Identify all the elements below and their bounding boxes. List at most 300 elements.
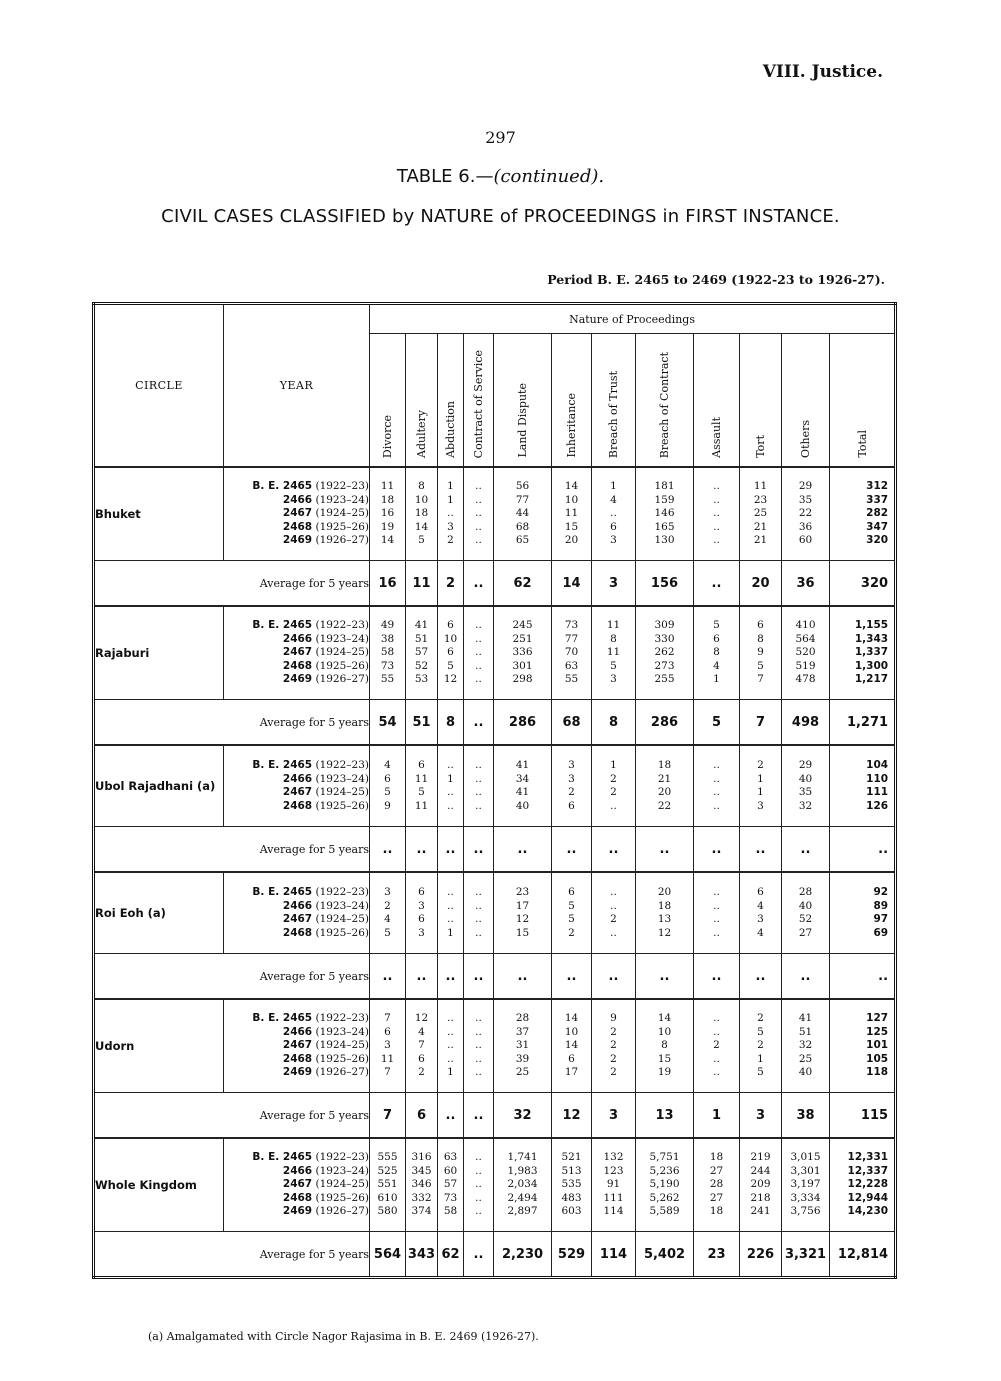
value: 40: [798, 899, 813, 912]
value: 2: [610, 1052, 617, 1065]
value: 1: [713, 673, 720, 686]
value: 8: [757, 632, 764, 645]
average-value: ..: [464, 561, 494, 607]
value-cell: [494, 467, 552, 561]
value-cell: [438, 606, 464, 700]
value-cell: [370, 1138, 406, 1232]
value: 17: [515, 899, 530, 912]
circle-data-row: [94, 872, 896, 954]
value-cell: [830, 467, 896, 561]
value: 262: [654, 646, 675, 659]
value: ..: [713, 480, 720, 493]
value: 345: [411, 1164, 432, 1177]
header-col-label: Breach of Contract: [658, 351, 671, 458]
value: 2: [610, 786, 617, 798]
value: 2: [757, 1012, 764, 1025]
average-value: 3: [740, 1093, 782, 1139]
value: 555: [377, 1151, 398, 1164]
value: 3: [418, 926, 425, 939]
value-cell: [370, 467, 406, 561]
value: 55: [564, 673, 579, 686]
value: 25: [798, 1052, 813, 1065]
value-cell: [464, 999, 494, 1093]
value: 251: [512, 632, 533, 645]
header-col-label: Adultery: [415, 410, 428, 458]
value: 209: [750, 1178, 771, 1191]
value: 3,197: [790, 1178, 821, 1191]
year-be: 2468: [282, 520, 313, 533]
value: 28: [515, 1012, 530, 1025]
value: 5,236: [649, 1164, 680, 1177]
year-ce: (1923–24): [315, 1164, 369, 1177]
value: 2: [568, 786, 575, 798]
value: 8: [610, 632, 617, 645]
year-line: [224, 759, 369, 773]
value: ..: [475, 534, 482, 547]
value: ..: [475, 1164, 482, 1177]
header-year: YEAR: [224, 304, 370, 468]
average-value: 54: [370, 700, 406, 746]
circle-name: Bhuket: [94, 467, 224, 561]
value: 6: [447, 619, 454, 632]
average-value: ..: [740, 827, 782, 873]
year-line: [224, 619, 369, 633]
year-ce: (1924–25): [315, 913, 369, 925]
average-value: ..: [552, 954, 592, 1000]
value: ..: [475, 520, 482, 533]
value: 49: [380, 619, 395, 632]
header-col-11: [830, 334, 896, 468]
value: 14: [414, 520, 429, 533]
value: ..: [447, 899, 454, 912]
value: 25: [753, 507, 768, 520]
value-cell: [494, 606, 552, 700]
average-label: Average for 5 years: [94, 1093, 370, 1139]
value: 126: [866, 799, 889, 812]
value: 6: [418, 759, 425, 771]
value: ..: [475, 1039, 482, 1052]
average-label: Average for 5 years: [94, 954, 370, 1000]
year-line: [224, 1012, 369, 1026]
value: 97: [873, 913, 889, 925]
value: 564: [795, 632, 816, 645]
average-value: ..: [438, 954, 464, 1000]
value: 1: [447, 493, 454, 506]
year-be: B. E. 2465: [252, 1012, 313, 1025]
value: 6: [568, 886, 575, 898]
value: ..: [475, 1025, 482, 1038]
year-ce: (1926–27): [315, 1205, 369, 1218]
value: 11: [564, 507, 579, 520]
year-ce: (1923–24): [315, 632, 369, 645]
value-cell: [592, 999, 636, 1093]
average-value: 115: [830, 1093, 896, 1139]
value: 68: [515, 520, 530, 533]
year-be: 2469: [282, 1205, 313, 1218]
value: 14: [657, 1012, 672, 1025]
value-cell: [694, 999, 740, 1093]
value: 2: [610, 913, 617, 925]
value: 3,015: [790, 1151, 821, 1164]
value: 69: [873, 926, 889, 939]
year-ce: (1924–25): [315, 646, 369, 659]
value-cell: [464, 467, 494, 561]
value: 41: [798, 1012, 813, 1025]
year-ce: (1922–23): [315, 1151, 369, 1164]
year-be: 2466: [282, 493, 313, 506]
value: 20: [657, 886, 672, 898]
average-value: ..: [494, 827, 552, 873]
year-ce: (1923–24): [315, 899, 369, 912]
year-ce: (1922–23): [315, 1012, 369, 1025]
year-list: [224, 467, 370, 561]
value: 19: [380, 520, 395, 533]
value-cell: [464, 872, 494, 954]
value: 4: [418, 1025, 425, 1038]
value: 39: [515, 1052, 530, 1065]
value: 32: [798, 799, 813, 812]
year-ce: (1925–26): [315, 1052, 369, 1065]
value: 3: [568, 772, 575, 785]
value: 2,034: [507, 1178, 538, 1191]
year-line: [224, 521, 369, 535]
circle-data-row: [94, 999, 896, 1093]
value: 12: [414, 1012, 429, 1025]
value: ..: [475, 480, 482, 493]
value: 255: [654, 673, 675, 686]
value: 20: [657, 786, 672, 798]
value: 123: [603, 1164, 624, 1177]
year-be: 2469: [282, 1066, 313, 1079]
value: 5: [418, 786, 425, 798]
value: ..: [447, 1012, 454, 1025]
value: 1,343: [854, 632, 889, 645]
value-cell: [592, 745, 636, 827]
value: 219: [750, 1151, 771, 1164]
average-value: ..: [782, 827, 830, 873]
value: 6: [757, 886, 764, 898]
value: 5: [713, 619, 720, 632]
year-list: [224, 872, 370, 954]
value: 6: [418, 1052, 425, 1065]
value-cell: [636, 872, 694, 954]
value: 28: [709, 1178, 724, 1191]
value: 4: [384, 759, 391, 771]
value: ..: [475, 1178, 482, 1191]
year-line: [224, 786, 369, 800]
header-col-label: Contract of Service: [472, 349, 485, 458]
value: 2,494: [507, 1191, 538, 1204]
value: 16: [380, 507, 395, 520]
value-cell: [782, 872, 830, 954]
value: ..: [475, 673, 482, 686]
value: 301: [512, 659, 533, 672]
value: 273: [654, 659, 675, 672]
value-cell: [830, 999, 896, 1093]
value-cell: [636, 1138, 694, 1232]
value: 3,756: [790, 1205, 821, 1218]
value: ..: [447, 759, 454, 771]
value: ..: [713, 1066, 720, 1079]
value: 6: [713, 632, 720, 645]
value: 20: [564, 534, 579, 547]
value: 337: [866, 493, 889, 506]
year-line: [224, 1039, 369, 1053]
average-value: ..: [830, 954, 896, 1000]
value: 10: [564, 493, 579, 506]
value-cell: [370, 872, 406, 954]
average-value: 8: [592, 700, 636, 746]
period-label: Period B. E. 2465 to 2469 (1922-23 to 1926-27).: [547, 272, 885, 287]
value: 57: [414, 646, 429, 659]
average-value: 11: [406, 561, 438, 607]
table-title-continued: (continued).: [493, 166, 605, 187]
value: 332: [411, 1191, 432, 1204]
value: 73: [443, 1191, 458, 1204]
year-line: [224, 480, 369, 494]
value: 218: [750, 1191, 771, 1204]
header-col-5: [552, 334, 592, 468]
header-col-label: Breach of Trust: [607, 370, 620, 458]
value: 1: [757, 1052, 764, 1065]
value: 114: [603, 1205, 624, 1218]
average-value: ..: [370, 827, 406, 873]
value: ..: [447, 507, 454, 520]
value: 12: [515, 913, 530, 925]
value: 165: [654, 520, 675, 533]
value-cell: [552, 1138, 592, 1232]
value: 31: [515, 1039, 530, 1052]
value: 4: [757, 899, 764, 912]
value: 5,262: [649, 1191, 680, 1204]
average-value: 62: [494, 561, 552, 607]
value: 11: [606, 646, 621, 659]
average-value: ..: [438, 1093, 464, 1139]
year-ce: (1922–23): [315, 886, 369, 898]
value: 11: [414, 772, 429, 785]
average-label: Average for 5 years: [94, 827, 370, 873]
value: 5,190: [649, 1178, 680, 1191]
value: 3: [757, 913, 764, 925]
year-be: 2467: [282, 786, 313, 798]
value: 483: [561, 1191, 582, 1204]
value: 346: [411, 1178, 432, 1191]
average-value: 2: [438, 561, 464, 607]
value: 14: [564, 1039, 579, 1052]
header-nature-of-proceedings: Nature of Proceedings: [370, 304, 896, 334]
value: ..: [475, 1052, 482, 1065]
section-label: VIII. Justice.: [762, 62, 883, 82]
year-ce: (1922–23): [315, 759, 369, 771]
value-cell: [494, 999, 552, 1093]
header-col-3: [464, 334, 494, 468]
value: 12,944: [847, 1191, 889, 1204]
value: 4: [610, 493, 617, 506]
year-ce: (1926–27): [315, 673, 369, 686]
year-ce: (1923–24): [315, 493, 369, 506]
value: 1,300: [854, 659, 889, 672]
value-cell: [464, 745, 494, 827]
value: 11: [414, 799, 429, 812]
table-title: [0, 166, 1001, 187]
value: 6: [447, 646, 454, 659]
value-cell: [552, 745, 592, 827]
average-row: [94, 954, 896, 1000]
year-be: 2468: [282, 1052, 313, 1065]
value: 57: [443, 1178, 458, 1191]
value: 132: [603, 1151, 624, 1164]
average-value: ..: [592, 954, 636, 1000]
value: 3: [384, 1039, 391, 1052]
value: ..: [447, 799, 454, 812]
value: 14: [380, 534, 395, 547]
year-be: 2466: [282, 1164, 313, 1177]
value: ..: [475, 1066, 482, 1079]
value-cell: [406, 1138, 438, 1232]
average-value: 498: [782, 700, 830, 746]
year-ce: (1923–24): [315, 772, 369, 785]
year-line: [224, 534, 369, 548]
header-col-8: [694, 334, 740, 468]
year-line: [224, 800, 369, 814]
average-row: [94, 1093, 896, 1139]
value: 1: [610, 759, 617, 771]
value-cell: [782, 745, 830, 827]
value: ..: [475, 659, 482, 672]
value: 105: [866, 1052, 889, 1065]
value: 18: [657, 759, 672, 771]
year-be: 2466: [282, 899, 313, 912]
value: 14: [564, 1012, 579, 1025]
value-cell: [438, 745, 464, 827]
header-col-1: [406, 334, 438, 468]
civil-cases-table: [92, 302, 897, 1279]
value: 38: [380, 632, 395, 645]
year-ce: (1925–26): [315, 926, 369, 939]
year-ce: (1922–23): [315, 480, 369, 493]
value: 2: [757, 1039, 764, 1052]
value-cell: [370, 999, 406, 1093]
value: 374: [411, 1205, 432, 1218]
value: 58: [380, 646, 395, 659]
value: 15: [564, 520, 579, 533]
average-row: [94, 700, 896, 746]
value-cell: [694, 467, 740, 561]
value: 22: [798, 507, 813, 520]
value: 2: [568, 926, 575, 939]
value: 6: [418, 886, 425, 898]
year-line: [224, 494, 369, 508]
average-value: 7: [370, 1093, 406, 1139]
average-value: 320: [830, 561, 896, 607]
header-col-0: [370, 334, 406, 468]
value: 181: [654, 480, 675, 493]
value-cell: [830, 1138, 896, 1232]
value: 11: [606, 619, 621, 632]
year-line: [224, 900, 369, 914]
average-value: ..: [406, 954, 438, 1000]
average-value: 3: [592, 561, 636, 607]
value: 41: [515, 759, 530, 771]
value: 336: [512, 646, 533, 659]
value: 9: [384, 799, 391, 812]
value: 3: [610, 673, 617, 686]
value: 5: [610, 659, 617, 672]
average-value: ..: [830, 827, 896, 873]
value: 5: [418, 534, 425, 547]
value: 101: [866, 1039, 889, 1052]
average-value: 1,271: [830, 700, 896, 746]
value: ..: [610, 507, 617, 520]
value: 10: [414, 493, 429, 506]
value: 1: [757, 772, 764, 785]
year-line: [224, 507, 369, 521]
value: ..: [475, 759, 482, 771]
value: 35: [798, 786, 813, 798]
value: 14: [564, 480, 579, 493]
year-be: B. E. 2465: [252, 619, 313, 632]
value: 65: [515, 534, 530, 547]
header-col-label: Total: [855, 430, 869, 458]
value: ..: [475, 1151, 482, 1164]
average-value: 286: [494, 700, 552, 746]
value-cell: [740, 606, 782, 700]
average-value: 38: [782, 1093, 830, 1139]
value: 60: [443, 1164, 458, 1177]
value-cell: [830, 872, 896, 954]
value-cell: [406, 606, 438, 700]
average-value: ..: [694, 827, 740, 873]
value: 77: [515, 493, 530, 506]
value: 7: [757, 673, 764, 686]
year-line: [224, 1205, 369, 1219]
year-ce: (1925–26): [315, 520, 369, 533]
value: 3,334: [790, 1191, 821, 1204]
value: 18: [657, 899, 672, 912]
value: 6: [610, 520, 617, 533]
value: ..: [447, 1052, 454, 1065]
average-row: [94, 827, 896, 873]
value: ..: [475, 886, 482, 898]
average-value: 13: [636, 1093, 694, 1139]
value: 18: [414, 507, 429, 520]
value: 10: [564, 1025, 579, 1038]
value: 111: [866, 786, 889, 798]
value: 8: [661, 1039, 668, 1052]
year-line: [224, 1151, 369, 1165]
average-value: ..: [740, 954, 782, 1000]
value-cell: [592, 1138, 636, 1232]
value: ..: [713, 759, 720, 771]
year-line: [224, 673, 369, 687]
year-be: 2468: [282, 1191, 313, 1204]
value: 21: [753, 534, 768, 547]
year-be: 2466: [282, 772, 313, 785]
value: ..: [610, 926, 617, 939]
value: 5: [757, 1066, 764, 1079]
value-cell: [782, 999, 830, 1093]
value: 1,741: [507, 1151, 538, 1164]
value-cell: [740, 872, 782, 954]
value-cell: [636, 745, 694, 827]
value: 22: [657, 799, 672, 812]
value: 5: [568, 899, 575, 912]
value: 2: [610, 1025, 617, 1038]
year-ce: (1925–26): [315, 799, 369, 812]
value-cell: [740, 1138, 782, 1232]
value: 32: [798, 1039, 813, 1052]
value-cell: [636, 606, 694, 700]
